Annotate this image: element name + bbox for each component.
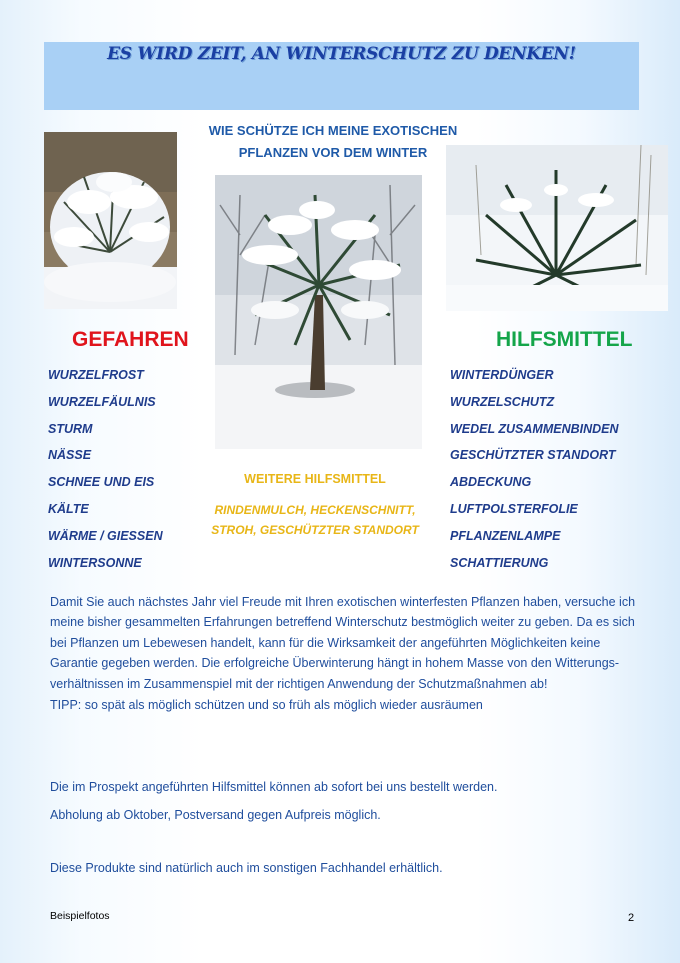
gefahren-heading: GEFAHREN	[72, 328, 189, 351]
snow-covered-palm-photo	[44, 132, 177, 309]
tipp-text: TIPP: so spät als möglich schützen und so früh als möglich wieder ausräumen	[50, 698, 483, 712]
list-item: WURZELFÄULNIS	[48, 394, 156, 409]
list-item: NÄSSE	[48, 448, 92, 463]
weitere-line-1: RINDENMULCH, HECKENSCHNITT,	[214, 503, 416, 517]
list-item: SCHATTIERUNG	[450, 555, 549, 570]
order-info: Die im Prospekt angeführten Hilfsmittel können ab sofort bei uns bestellt werden.	[50, 780, 498, 794]
list-item: WINTERSONNE	[48, 555, 142, 570]
list-item: LUFTPOLSTERFOLIE	[450, 501, 578, 516]
list-item: ABDECKUNG	[450, 475, 532, 490]
photo-caption: Beispielfotos	[50, 910, 110, 922]
list-item: SCHNEE UND EIS	[48, 475, 155, 490]
intro-paragraph: Damit Sie auch nächstes Jahr viel Freude mit Ihren exotischen winterfesten Pflanzen haben, versuche ich meine bisher gesammelten Erfahrungen betreffend Winterschutz bestmöglich weiter zu geben. Da es sich bei Pflanzen um Lebewesen handelt, kann für die Wirksamkeit der angeführten Möglichkeiten keine Garantie gegeben werden. Die erfolgreiche Überwinterung hängt in hohem Masse von den Witterungs-verhältnissen im Zusammenspiel mit der richtigen Anwendung der Schutzmaßnahmen ab!	[50, 595, 636, 691]
pickup-info: Abholung ab Oktober, Postversand gegen Aufpreis möglich.	[50, 808, 381, 822]
weitere-hilfsmittel-text	[210, 500, 420, 540]
snowy-palm-bush-photo	[446, 145, 668, 311]
weitere-hilfsmittel-heading: WEITERE HILFSMITTEL	[244, 472, 386, 486]
page-number: 2	[628, 912, 635, 924]
hilfsmittel-heading: HILFSMITTEL	[496, 328, 633, 351]
list-item: WEDEL ZUSAMMENBINDEN	[450, 421, 619, 436]
list-item: PFLANZENLAMPE	[450, 528, 561, 543]
subtitle-line-1: WIE SCHÜTZE ICH MEINE EXOTISCHEN	[208, 123, 458, 138]
subtitle-line-2: PFLANZEN VOR DEM WINTER	[238, 145, 428, 160]
list-item: KÄLTE	[48, 501, 89, 516]
page-title: ES WIRD ZEIT, AN WINTERSCHUTZ ZU DENKEN!	[107, 44, 576, 64]
retail-info: Diese Produkte sind natürlich auch im sonstigen Fachhandel erhältlich.	[50, 861, 443, 875]
hilfsmittel-list	[450, 362, 619, 576]
list-item: WURZELFROST	[48, 368, 144, 382]
list-item: STURM	[48, 421, 93, 436]
list-item: WURZELSCHUTZ	[450, 394, 555, 409]
list-item: GESCHÜTZTER STANDORT	[450, 448, 616, 463]
list-item: WINTERDÜNGER	[450, 368, 554, 382]
snow-covered-palm-tree-photo	[215, 175, 422, 449]
gefahren-list	[48, 362, 163, 576]
list-item: WÄRME / GIESSEN	[48, 528, 163, 543]
weitere-line-2: STROH, GESCHÜTZTER STANDORT	[211, 523, 419, 537]
